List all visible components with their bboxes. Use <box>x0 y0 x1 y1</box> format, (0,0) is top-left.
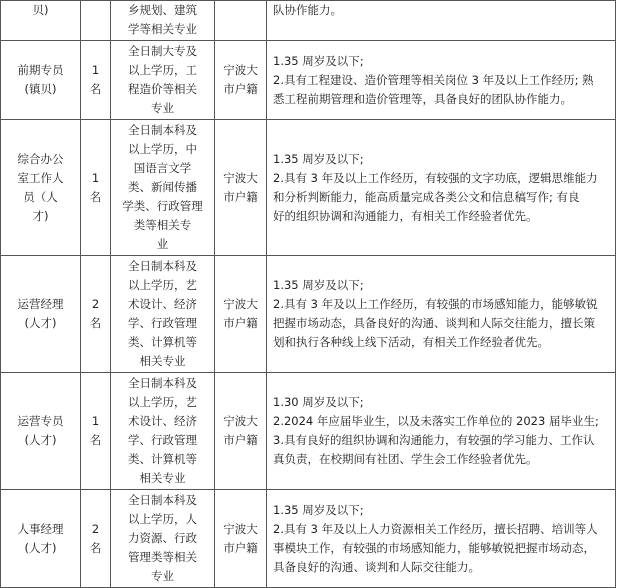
education-cell-line: 国语言文学 <box>133 161 192 175</box>
education-cell-line: 全日制本科及 <box>128 376 197 390</box>
education-cell-line: 以上学历，工 <box>128 63 197 77</box>
requirements-cell-line: 队协作能力。 <box>273 3 342 17</box>
requirements-cell <box>267 373 616 490</box>
position-cell <box>1 1 81 41</box>
headcount-cell <box>81 41 111 120</box>
education-cell-line: 专业 <box>151 569 174 583</box>
table-row <box>1 490 616 588</box>
requirements-cell-line: 和分析判断能力，能高质量完成各类公文和信息稿写作; 有良 <box>273 189 580 204</box>
requirements-cell-line: 事模块工作，有较强的市场感知能力，能够敏锐把握市场动态， <box>273 540 595 555</box>
education-cell <box>111 41 215 120</box>
position-cell-line: (镇贝) <box>24 82 57 96</box>
residence-cell-line: 市户籍 <box>223 82 258 96</box>
table-row <box>1 373 616 490</box>
headcount-cell-line: 1 <box>91 63 100 77</box>
education-cell-line: 类、新闻传播 <box>128 180 197 194</box>
requirements-cell-line: 2.具有 3 年及以上工作经历，有较强的市场感知能力，能够敏锐 <box>273 297 598 311</box>
requirements-cell-line: 2.具有 3 年及以上人力资源相关工作经历，擅长招聘、培训等人 <box>273 521 598 536</box>
residence-cell-line: 宁波大 <box>223 170 258 185</box>
residence-cell-line: 市户籍 <box>223 540 258 555</box>
residence-cell <box>215 373 267 490</box>
position-cell-line: (人才) <box>24 316 57 330</box>
education-cell-line: 学等相关专业 <box>128 22 197 36</box>
education-cell-line: 类、计算机等 <box>128 452 197 466</box>
residence-cell-line: 市户籍 <box>223 433 258 447</box>
headcount-cell-line: 2 <box>91 297 100 311</box>
position-cell-line: 员（人 <box>23 189 58 204</box>
position-cell-line: 综合办公 <box>17 151 64 166</box>
education-cell-line: 乡规划、建筑 <box>128 3 197 17</box>
education-cell-line: 程造价等相关 <box>128 82 197 96</box>
headcount-cell <box>81 120 111 256</box>
requirements-cell <box>267 490 616 588</box>
requirements-cell-line: 1.35 周岁及以下; <box>273 502 364 517</box>
requirements-cell-line: 悉工程前期管理和造价管理等，具备良好的团队协作能力。 <box>273 91 572 106</box>
education-cell-line: 以上学历，人 <box>128 512 197 526</box>
residence-cell-line: 宁波大 <box>223 63 258 77</box>
education-cell-line: 业 <box>156 237 169 251</box>
residence-cell-line: 宁波大 <box>223 521 258 536</box>
education-cell-line: 以上学历，艺 <box>128 278 197 292</box>
position-cell-line: 运营经理 <box>17 297 64 311</box>
position-cell-line: 贝) <box>32 3 49 17</box>
position-cell-line: (人才) <box>24 540 57 555</box>
requirements-cell <box>267 120 616 256</box>
education-cell-line: 术设计、经济 <box>128 414 197 428</box>
requirements-cell-line: 2.2024 年应届毕业生，以及未落实工作单位的 2023 届毕业生; <box>273 414 599 428</box>
requirements-cell-line: 把握市场动态，具备良好的沟通、谈判和人际交往能力，擅长策 <box>273 316 595 330</box>
headcount-cell-line: 名 <box>89 316 102 330</box>
headcount-cell-line: 1 <box>91 414 100 428</box>
residence-cell <box>215 1 267 41</box>
headcount-cell-line: 名 <box>89 189 102 204</box>
requirements-cell-line: 好的组织协调和沟通能力，有相关工作经验者优先。 <box>273 208 538 223</box>
residence-cell <box>215 256 267 373</box>
position-cell-line: (人才) <box>24 433 57 447</box>
education-cell-line: 类、计算机等 <box>128 335 197 349</box>
requirements-cell-line: 1.30 周岁及以下; <box>273 395 364 409</box>
position-cell <box>1 256 81 373</box>
education-cell-line: 相关专业 <box>139 354 186 368</box>
residence-cell <box>215 120 267 256</box>
education-cell-line: 相关专业 <box>139 471 186 485</box>
headcount-cell-line: 名 <box>89 433 102 447</box>
education-cell-line: 学类、行政管理 <box>122 199 203 213</box>
headcount-cell-line: 名 <box>89 540 102 555</box>
requirements-cell-line: 划和执行各种线上线下活动，有相关工作经验者优先。 <box>273 335 549 349</box>
headcount-cell-line: 1 <box>91 170 100 185</box>
residence-cell-line: 宁波大 <box>223 297 258 311</box>
education-cell-line: 学、行政管理 <box>128 316 197 330</box>
recruitment-table-body <box>1 1 616 588</box>
residence-cell-line: 宁波大 <box>223 414 258 428</box>
requirements-cell-line: 3.具有良好的组织协调和沟通能力，有较强的学习能力、工作认 <box>273 433 595 447</box>
education-cell-line: 全日制大专及 <box>128 44 197 58</box>
headcount-cell-line: 名 <box>89 82 102 96</box>
position-cell-line: 前期专员 <box>17 63 64 77</box>
education-cell-line: 管理类等相关 <box>128 550 197 564</box>
residence-cell-line: 市户籍 <box>223 316 258 330</box>
requirements-cell-line: 2.具有 3 年及以上工作经历，有较强的文字功底，逻辑思维能力 <box>273 170 598 185</box>
requirements-cell <box>267 1 616 41</box>
education-cell-line: 力资源、行政 <box>128 531 197 545</box>
position-cell-line: 人事经理 <box>17 521 64 536</box>
table-row <box>1 120 616 256</box>
education-cell-line: 术设计、经济 <box>128 297 197 311</box>
headcount-cell <box>81 373 111 490</box>
education-cell-line: 以上学历，中 <box>128 142 197 156</box>
headcount-cell <box>81 490 111 588</box>
education-cell-line: 类等相关专 <box>133 218 192 232</box>
education-cell-line: 全日制本科及 <box>128 259 197 273</box>
table-row <box>1 41 616 120</box>
position-cell-line: 运营专员 <box>17 414 64 428</box>
position-cell-line: 室工作人 <box>17 170 64 185</box>
requirements-cell <box>267 41 616 120</box>
residence-cell <box>215 490 267 588</box>
position-cell <box>1 373 81 490</box>
requirements-cell-line: 1.35 周岁及以下; <box>273 278 364 292</box>
requirements-cell-line: 2.具有工程建设、造价管理等相关岗位 3 年及以上工作经历; 熟 <box>273 72 594 87</box>
requirements-cell-line: 具备良好的沟通、谈判和人际交往能力。 <box>273 559 480 574</box>
position-cell-line: 才) <box>32 208 49 223</box>
education-cell-line: 全日制本科及 <box>128 123 197 137</box>
position-cell <box>1 120 81 256</box>
education-cell <box>111 120 215 256</box>
education-cell-line: 学、行政管理 <box>128 433 197 447</box>
requirements-cell-line: 1.35 周岁及以下; <box>273 53 364 68</box>
education-cell-line: 全日制本科及 <box>128 493 197 507</box>
table-row <box>1 1 616 41</box>
residence-cell-line: 市户籍 <box>223 189 258 204</box>
education-cell-line: 专业 <box>151 101 174 115</box>
position-cell <box>1 490 81 588</box>
education-cell <box>111 1 215 41</box>
headcount-cell <box>81 256 111 373</box>
requirements-cell-line: 1.35 周岁及以下; <box>273 151 364 166</box>
requirements-cell-line: 真负责，在校期间有社团、学生会工作经验者优先。 <box>273 452 538 466</box>
headcount-cell-line: 2 <box>91 521 100 536</box>
residence-cell <box>215 41 267 120</box>
requirements-cell <box>267 256 616 373</box>
headcount-cell <box>81 1 111 41</box>
education-cell-line: 以上学历，艺 <box>128 395 197 409</box>
education-cell <box>111 490 215 588</box>
table-row <box>1 256 616 373</box>
education-cell <box>111 256 215 373</box>
education-cell <box>111 373 215 490</box>
position-cell <box>1 41 81 120</box>
